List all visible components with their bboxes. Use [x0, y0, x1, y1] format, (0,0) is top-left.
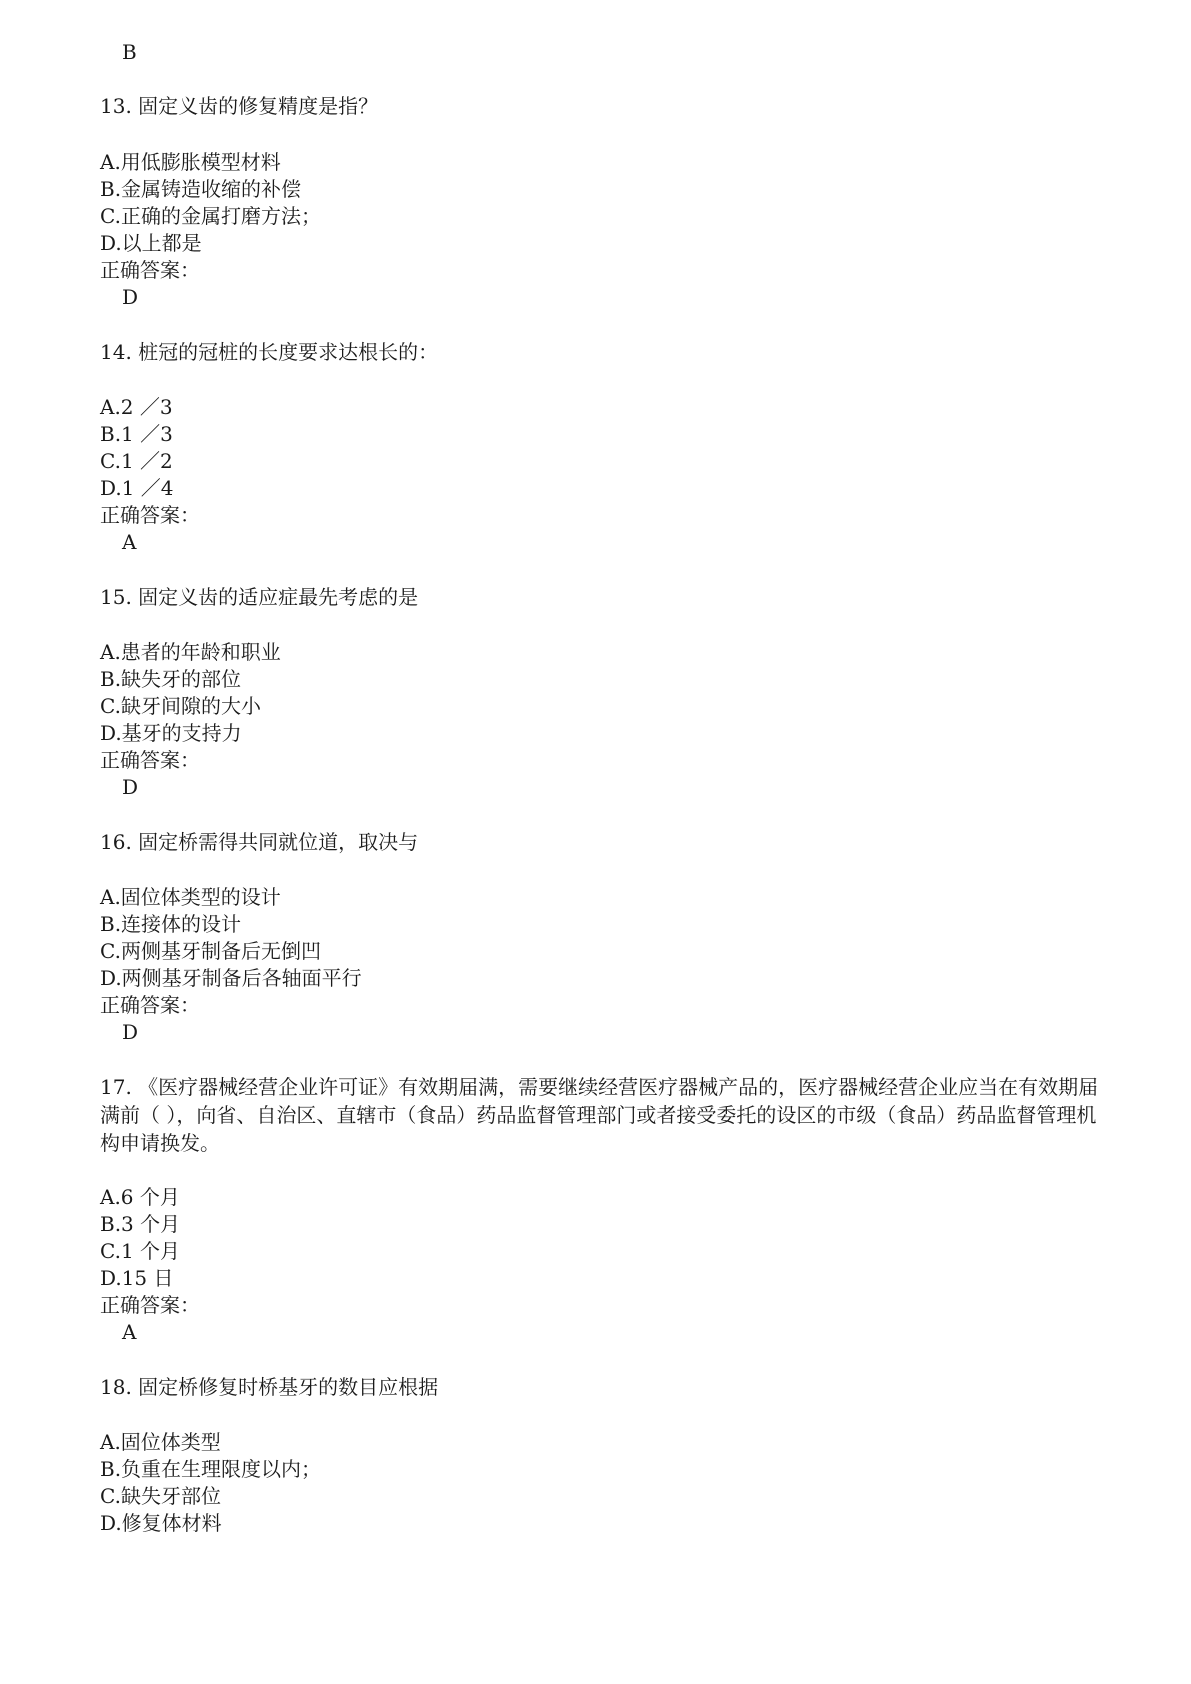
q16-option-a: A.固位体类型的设计 [100, 885, 281, 909]
q17-answer-label: 正确答案： [100, 1293, 200, 1317]
q16-option-d: D.两侧基牙制备后各轴面平行 [100, 966, 362, 990]
question-14-stem: 14. 桩冠的冠桩的长度要求达根长的： [100, 340, 439, 364]
q14-option-a: A.2 ／3 [100, 395, 173, 419]
q17-answer: A [122, 1320, 137, 1344]
q14-option-c: C.1 ／2 [100, 449, 173, 473]
previous-answer: B [122, 40, 137, 64]
q18-option-b: B.负重在生理限度以内； [100, 1457, 322, 1481]
question-16-stem: 16. 固定桥需得共同就位道，取决与 [100, 830, 419, 854]
q13-option-b: B.金属铸造收缩的补偿 [100, 177, 302, 201]
q15-option-b: B.缺失牙的部位 [100, 667, 242, 691]
q15-option-c: C.缺牙间隙的大小 [100, 694, 261, 718]
q17-option-c: C.1 个月 [100, 1239, 181, 1263]
q15-option-a: A.患者的年龄和职业 [100, 640, 281, 664]
q13-option-c: C.正确的金属打磨方法； [100, 204, 321, 228]
q13-option-d: D.以上都是 [100, 231, 202, 255]
q14-option-d: D.1 ／4 [100, 476, 174, 500]
q14-option-b: B.1 ／3 [100, 422, 173, 446]
q14-answer: A [122, 530, 137, 554]
q17-option-b: B.3 个月 [100, 1212, 181, 1236]
q13-answer: D [122, 285, 139, 309]
q13-answer-label: 正确答案： [100, 258, 200, 282]
q16-answer-label: 正确答案： [100, 993, 200, 1017]
q14-answer-label: 正确答案： [100, 503, 200, 527]
question-15-stem: 15. 固定义齿的适应症最先考虑的是 [100, 585, 419, 609]
q15-answer: D [122, 775, 139, 799]
q15-option-d: D.基牙的支持力 [100, 721, 242, 745]
q18-option-c: C.缺失牙部位 [100, 1484, 221, 1508]
q13-option-a: A.用低膨胀模型材料 [100, 150, 281, 174]
question-18-stem: 18. 固定桥修复时桥基牙的数目应根据 [100, 1375, 439, 1399]
q16-answer: D [122, 1020, 139, 1044]
q16-option-b: B.连接体的设计 [100, 912, 242, 936]
question-17-stem: 17. 《医疗器械经营企业许可证》有效期届满，需要继续经营医疗器械产品的，医疗器械经营企业应当在有效期届满前（ ），向省、自治区、直辖市（食品）药品监督管理部门或者接受委托的设区的市级（食品）药品监督管理机构申请换发。 [100, 1075, 1099, 1155]
q17-option-a: A.6 个月 [100, 1185, 180, 1209]
q16-option-c: C.两侧基牙制备后无倒凹 [100, 939, 321, 963]
q15-answer-label: 正确答案： [100, 748, 200, 772]
q18-option-a: A.固位体类型 [100, 1430, 221, 1454]
q18-option-d: D.修复体材料 [100, 1511, 222, 1535]
q17-option-d: D.15 日 [100, 1266, 174, 1290]
question-13-stem: 13. 固定义齿的修复精度是指？ [100, 94, 379, 118]
